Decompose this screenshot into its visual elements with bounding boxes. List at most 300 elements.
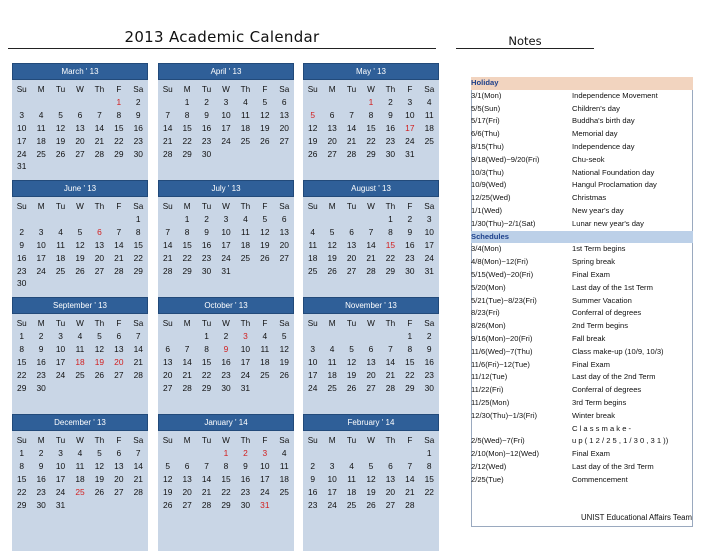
- day-cell: 22: [182, 252, 192, 263]
- day-cell: 9: [135, 110, 141, 121]
- day-cell: 3: [223, 97, 229, 108]
- notes-date: 5/21(Tue)~8/23(Fri): [471, 295, 537, 305]
- day-cell: 15: [182, 239, 192, 250]
- day-cell: 30: [133, 148, 143, 159]
- day-cell: 18: [260, 356, 270, 367]
- day-cell: 22: [221, 486, 231, 497]
- notes-date: 5/20(Mon): [471, 282, 506, 292]
- month-header: December ' 13: [12, 414, 148, 431]
- day-cell: 9: [38, 461, 44, 472]
- day-cell: 3: [329, 461, 335, 472]
- day-cell: 17: [308, 369, 318, 380]
- day-cell: 29: [366, 148, 376, 159]
- day-cell: 14: [114, 239, 124, 250]
- notes-row: [471, 128, 693, 141]
- day-cell: 15: [201, 356, 212, 367]
- day-cell: 10: [17, 122, 27, 133]
- weekday-label: W: [76, 201, 84, 211]
- notes-event: Independence Movement: [572, 90, 658, 100]
- day-cell: 14: [346, 122, 357, 133]
- day-cell: 24: [36, 265, 46, 276]
- day-cell: 5: [310, 110, 316, 121]
- day-cell: 31: [260, 499, 270, 510]
- weekday-label: Tu: [201, 201, 212, 211]
- day-cell: 19: [94, 356, 105, 367]
- notes-date: Schedules: [471, 231, 509, 241]
- notes-row: [471, 295, 693, 308]
- weekday-label: M: [37, 435, 45, 445]
- day-cell: 15: [114, 122, 124, 133]
- day-cell: 5: [262, 97, 268, 108]
- weekday-label: F: [262, 435, 268, 445]
- day-cell: 4: [349, 461, 354, 472]
- day-cell: 20: [94, 252, 105, 263]
- notes-event: Fall break: [572, 333, 606, 343]
- day-cell: 21: [114, 252, 124, 263]
- day-cell: 18: [240, 239, 251, 250]
- day-cell: 24: [260, 486, 270, 497]
- day-cell: 26: [308, 148, 318, 159]
- day-cell: 28: [201, 499, 212, 510]
- day-cell: 24: [405, 135, 415, 146]
- weekday-label: W: [222, 84, 230, 94]
- day-cell: 16: [424, 356, 434, 367]
- day-cell: 8: [388, 227, 393, 238]
- day-cell: 10: [240, 344, 251, 355]
- day-cell: 3: [310, 344, 316, 355]
- notes-row: [471, 154, 693, 167]
- day-cell: 23: [221, 369, 231, 380]
- weekday-label: Sa: [133, 318, 144, 328]
- notes-event: Hangul Proclamation day: [572, 180, 657, 190]
- notes-list: [471, 77, 693, 487]
- notes-row: [471, 282, 693, 295]
- notes-row: [471, 435, 693, 448]
- day-cell: 25: [279, 486, 289, 497]
- day-cell: 5: [97, 448, 102, 459]
- weekday-label: Tu: [201, 318, 212, 328]
- weekday-label: Sa: [133, 84, 144, 94]
- day-cell: 12: [260, 227, 270, 238]
- day-cell: 3: [262, 448, 268, 459]
- day-cell: 1: [184, 214, 190, 225]
- day-cell: 28: [346, 148, 357, 159]
- weekday-label: Sa: [279, 318, 290, 328]
- day-cell: 14: [94, 122, 105, 133]
- day-cell: 26: [94, 369, 105, 380]
- day-cell: 10: [221, 227, 231, 238]
- weekday-label: F: [407, 318, 413, 328]
- day-cell: 29: [182, 265, 192, 276]
- notes-event: Class make-up (10/9, 10/3): [572, 346, 664, 356]
- weekday-label: W: [222, 435, 230, 445]
- day-cell: 5: [281, 331, 287, 342]
- day-cell: 29: [17, 499, 27, 510]
- day-cell: 30: [201, 148, 212, 159]
- day-cell: 5: [368, 461, 374, 472]
- day-cell: 18: [346, 486, 357, 497]
- day-cell: 21: [133, 473, 143, 484]
- notes-event: Buddha's birth day: [572, 116, 635, 126]
- notes-row: [471, 269, 693, 282]
- day-cell: 2: [135, 97, 141, 108]
- day-cell: 12: [308, 122, 318, 133]
- day-cell: 29: [221, 499, 231, 510]
- notes-event: Independence day: [572, 141, 635, 151]
- weekday-label: Th: [240, 84, 251, 94]
- notes-row: [471, 307, 693, 320]
- day-cell: 7: [116, 227, 122, 238]
- day-cell: 30: [405, 265, 415, 276]
- notes-row: [471, 333, 693, 346]
- day-cell: 16: [36, 473, 46, 484]
- day-cell: 8: [223, 461, 229, 472]
- day-cell: 22: [201, 369, 212, 380]
- day-cell: 12: [366, 473, 376, 484]
- weekday-label: M: [328, 318, 336, 328]
- day-cell: 19: [55, 135, 66, 146]
- month-header: October ' 13: [158, 297, 294, 314]
- day-cell: 18: [75, 473, 85, 484]
- weekday-label: Sa: [133, 435, 144, 445]
- day-cell: 16: [133, 122, 143, 133]
- day-cell: 10: [424, 227, 434, 238]
- day-cell: 29: [17, 382, 27, 393]
- notes-date: 2/12(Wed): [471, 461, 507, 471]
- day-cell: 2: [426, 331, 432, 342]
- day-cell: 5: [77, 227, 83, 238]
- day-cell: 11: [75, 344, 85, 355]
- day-cell: 4: [243, 97, 248, 108]
- day-cell: 31: [424, 265, 434, 276]
- notes-event: Christmas: [572, 193, 607, 203]
- notes-event: Summer Vacation: [572, 295, 632, 305]
- day-cell: 24: [327, 499, 337, 510]
- day-cell: 31: [17, 161, 27, 172]
- notes-date: 11/25(Mon): [471, 397, 510, 407]
- day-cell: 3: [58, 331, 63, 342]
- day-cell: 29: [201, 382, 212, 393]
- weekday-label: W: [222, 318, 230, 328]
- day-cell: 26: [260, 135, 270, 146]
- day-cell: 26: [55, 148, 66, 159]
- weekday-label: Tu: [55, 84, 66, 94]
- day-cell: 8: [19, 461, 25, 472]
- day-cell: 21: [366, 252, 376, 263]
- day-cell: 14: [133, 344, 143, 355]
- notes-event: Winter break: [572, 410, 616, 420]
- weekday-label: Sa: [133, 201, 144, 211]
- weekday-label: Th: [385, 201, 396, 211]
- weekday-label: Sa: [424, 201, 435, 211]
- day-cell: 9: [38, 344, 44, 355]
- weekday-label: Sa: [279, 435, 290, 445]
- day-cell: 25: [308, 265, 318, 276]
- weekday-label: Sa: [424, 318, 435, 328]
- day-cell: 7: [407, 461, 413, 472]
- day-cell: 16: [405, 239, 415, 250]
- weekday-label: F: [116, 201, 122, 211]
- day-cell: 25: [75, 369, 85, 380]
- weekday-label: Th: [385, 84, 396, 94]
- day-cell: 27: [114, 369, 124, 380]
- day-cell: 11: [260, 344, 270, 355]
- notes-date: 5/5(Sun): [471, 103, 501, 113]
- notes-date: 5/15(Wed)~20(Fri): [471, 269, 534, 279]
- day-cell: 11: [327, 356, 337, 367]
- notes-date: 11/6(Wed)~7(Thu): [471, 346, 533, 356]
- weekday-label: Th: [385, 435, 396, 445]
- day-cell: 24: [221, 135, 231, 146]
- weekday-label: Tu: [201, 435, 212, 445]
- notes-event: Last day of the 1st Term: [572, 282, 653, 292]
- day-cell: 14: [133, 461, 143, 472]
- day-cell: 29: [405, 382, 415, 393]
- day-cell: 27: [385, 499, 396, 510]
- day-cell: 11: [424, 110, 434, 121]
- weekday-label: Tu: [201, 84, 212, 94]
- day-cell: 9: [204, 110, 209, 121]
- weekday-label: M: [37, 84, 45, 94]
- day-cell: 12: [55, 122, 66, 133]
- day-cell: 30: [221, 382, 231, 393]
- day-cell: 17: [221, 239, 231, 250]
- day-cell: 17: [424, 239, 434, 250]
- day-cell: 2: [204, 97, 209, 108]
- day-cell: 8: [184, 227, 190, 238]
- day-cell: 30: [201, 265, 212, 276]
- day-cell: 15: [17, 473, 27, 484]
- day-cell: 12: [260, 110, 270, 121]
- day-cell: 23: [17, 265, 27, 276]
- day-cell: 19: [366, 486, 376, 497]
- notes-event: Memorial day: [572, 129, 618, 139]
- day-cell: 4: [329, 344, 335, 355]
- weekday-label: M: [183, 435, 191, 445]
- day-cell: 5: [329, 227, 335, 238]
- day-cell: 27: [163, 382, 173, 393]
- day-cell: 17: [36, 252, 46, 263]
- day-cell: 2: [38, 331, 44, 342]
- month-header: February ' 14: [303, 414, 439, 431]
- month-header: September ' 13: [12, 297, 148, 314]
- day-cell: 9: [310, 473, 316, 484]
- month-calendar: [158, 414, 294, 551]
- day-cell: 3: [223, 214, 229, 225]
- day-cell: 15: [221, 473, 231, 484]
- notes-event: 2nd Term begins: [572, 321, 629, 331]
- day-cell: 31: [55, 499, 66, 510]
- day-cell: 28: [133, 486, 143, 497]
- weekday-label: Su: [16, 318, 27, 328]
- weekday-label: Th: [94, 318, 105, 328]
- weekday-label: Th: [94, 84, 105, 94]
- day-cell: 3: [243, 331, 248, 342]
- day-cell: 29: [133, 265, 143, 276]
- day-cell: 20: [385, 486, 396, 497]
- day-cell: 26: [366, 499, 376, 510]
- day-cell: 23: [36, 486, 46, 497]
- day-cell: 25: [346, 499, 357, 510]
- notes-date: 8/26(Mon): [471, 321, 506, 331]
- day-cell: 30: [36, 382, 46, 393]
- day-cell: 7: [135, 448, 141, 459]
- day-cell: 12: [75, 239, 85, 250]
- weekday-label: F: [116, 318, 122, 328]
- notes-event: Lunar new year's day: [572, 218, 644, 228]
- weekday-label: Su: [16, 84, 27, 94]
- day-cell: 1: [407, 331, 413, 342]
- day-cell: 15: [385, 239, 396, 250]
- day-cell: 9: [204, 227, 209, 238]
- notes-section-header: [471, 231, 693, 244]
- notes-event: Children's day: [572, 103, 620, 113]
- weekday-label: Su: [162, 435, 173, 445]
- day-cell: 21: [94, 135, 105, 146]
- day-cell: 4: [58, 227, 63, 238]
- notes-date: 3/1(Mon): [471, 90, 502, 100]
- day-cell: 9: [407, 227, 413, 238]
- notes-row: [471, 205, 693, 218]
- notes-row: [471, 141, 693, 154]
- footer-text: UNIST Educational Affairs Team: [581, 513, 692, 522]
- weekday-label: M: [183, 318, 191, 328]
- day-cell: 28: [133, 369, 143, 380]
- weekday-label: Tu: [346, 84, 357, 94]
- day-cell: 27: [114, 486, 124, 497]
- day-cell: 7: [368, 227, 374, 238]
- weekday-label: F: [116, 435, 122, 445]
- day-cell: 20: [279, 122, 289, 133]
- notes-row: [471, 461, 693, 474]
- notes-event: u p ( 1 2 / 2 5 , 1 / 3 0 , 3 1 )): [572, 436, 669, 446]
- day-cell: 15: [405, 356, 415, 367]
- day-cell: 6: [349, 227, 354, 238]
- day-cell: 13: [346, 239, 357, 250]
- day-cell: 22: [17, 369, 27, 380]
- notes-date: 2/10(Mon)~12(Wed): [471, 449, 540, 459]
- day-cell: 31: [221, 265, 231, 276]
- day-cell: 10: [308, 356, 318, 367]
- day-cell: 6: [388, 461, 393, 472]
- day-cell: 16: [201, 239, 212, 250]
- day-cell: 14: [201, 473, 212, 484]
- day-cell: 24: [55, 486, 66, 497]
- weekday-label: Tu: [55, 201, 66, 211]
- notes-row: [471, 346, 693, 359]
- notes-date: 4/8(Mon)~12(Fri): [471, 257, 529, 267]
- day-cell: 15: [424, 473, 434, 484]
- day-cell: 17: [55, 473, 66, 484]
- month-header: May ' 13: [303, 63, 439, 80]
- day-cell: 5: [262, 214, 268, 225]
- day-cell: 21: [201, 486, 212, 497]
- day-cell: 12: [279, 344, 289, 355]
- month-header: January ' 14: [158, 414, 294, 431]
- weekday-label: F: [262, 318, 268, 328]
- day-cell: 14: [405, 473, 415, 484]
- notes-event: C l a s s m a k e -: [572, 423, 632, 433]
- day-cell: 1: [388, 214, 393, 225]
- day-cell: 28: [182, 382, 192, 393]
- notes-row: [471, 320, 693, 333]
- day-cell: 22: [17, 486, 27, 497]
- day-cell: 27: [279, 252, 289, 263]
- day-cell: 26: [260, 252, 270, 263]
- notes-row: [471, 115, 693, 128]
- day-cell: 10: [55, 344, 66, 355]
- day-cell: 27: [327, 148, 337, 159]
- day-cell: 11: [347, 473, 356, 484]
- day-cell: 5: [97, 331, 102, 342]
- notes-section-header: [471, 77, 693, 90]
- day-cell: 11: [308, 239, 318, 250]
- day-cell: 11: [36, 122, 46, 133]
- day-cell: 20: [114, 473, 124, 484]
- weekday-label: M: [37, 201, 45, 211]
- day-cell: 19: [327, 252, 337, 263]
- day-cell: 22: [182, 135, 192, 146]
- day-cell: 18: [279, 473, 289, 484]
- day-cell: 7: [135, 331, 141, 342]
- day-cell: 1: [19, 448, 25, 459]
- day-cell: 4: [38, 110, 44, 121]
- day-cell: 16: [36, 356, 46, 367]
- notes-event: Last day of the 3rd Term: [572, 461, 654, 471]
- day-cell: 5: [58, 110, 63, 121]
- day-cell: 10: [327, 473, 337, 484]
- day-cell: 30: [385, 148, 396, 159]
- weekday-label: Th: [240, 435, 251, 445]
- day-cell: 19: [75, 252, 85, 263]
- weekday-label: Tu: [55, 318, 66, 328]
- day-cell: 10: [36, 239, 46, 250]
- day-cell: 25: [55, 265, 66, 276]
- day-cell: 1: [204, 331, 209, 342]
- day-cell: 22: [114, 135, 124, 146]
- weekday-label: Sa: [424, 435, 435, 445]
- notes-event: [572, 77, 693, 90]
- notes-row: [471, 218, 693, 231]
- day-cell: 4: [426, 97, 432, 108]
- day-cell: 18: [36, 135, 46, 146]
- day-cell: 5: [165, 461, 171, 472]
- day-cell: 12: [94, 344, 105, 355]
- title-divider: [8, 48, 436, 49]
- notes-date: 5/17(Fri): [471, 116, 500, 126]
- day-cell: 16: [201, 122, 212, 133]
- day-cell: 18: [240, 122, 251, 133]
- notes-date: Holiday: [471, 78, 499, 87]
- day-cell: 24: [221, 252, 231, 263]
- notes-date: 2/25(Tue): [471, 474, 504, 484]
- notes-date: 12/25(Wed): [471, 193, 511, 203]
- day-cell: 8: [407, 344, 413, 355]
- day-cell: 10: [221, 110, 231, 121]
- notes-event: Conferral of degrees: [572, 308, 642, 318]
- weekday-label: M: [328, 201, 336, 211]
- weekday-label: Su: [307, 201, 318, 211]
- day-cell: 28: [163, 265, 173, 276]
- day-cell: 1: [223, 448, 229, 459]
- day-cell: 24: [55, 369, 66, 380]
- day-cell: 27: [346, 265, 357, 276]
- day-cell: 25: [36, 148, 46, 159]
- notes-title: Notes: [508, 34, 542, 48]
- weekday-label: Tu: [346, 201, 357, 211]
- weekday-label: M: [183, 201, 191, 211]
- weekday-label: Th: [94, 435, 105, 445]
